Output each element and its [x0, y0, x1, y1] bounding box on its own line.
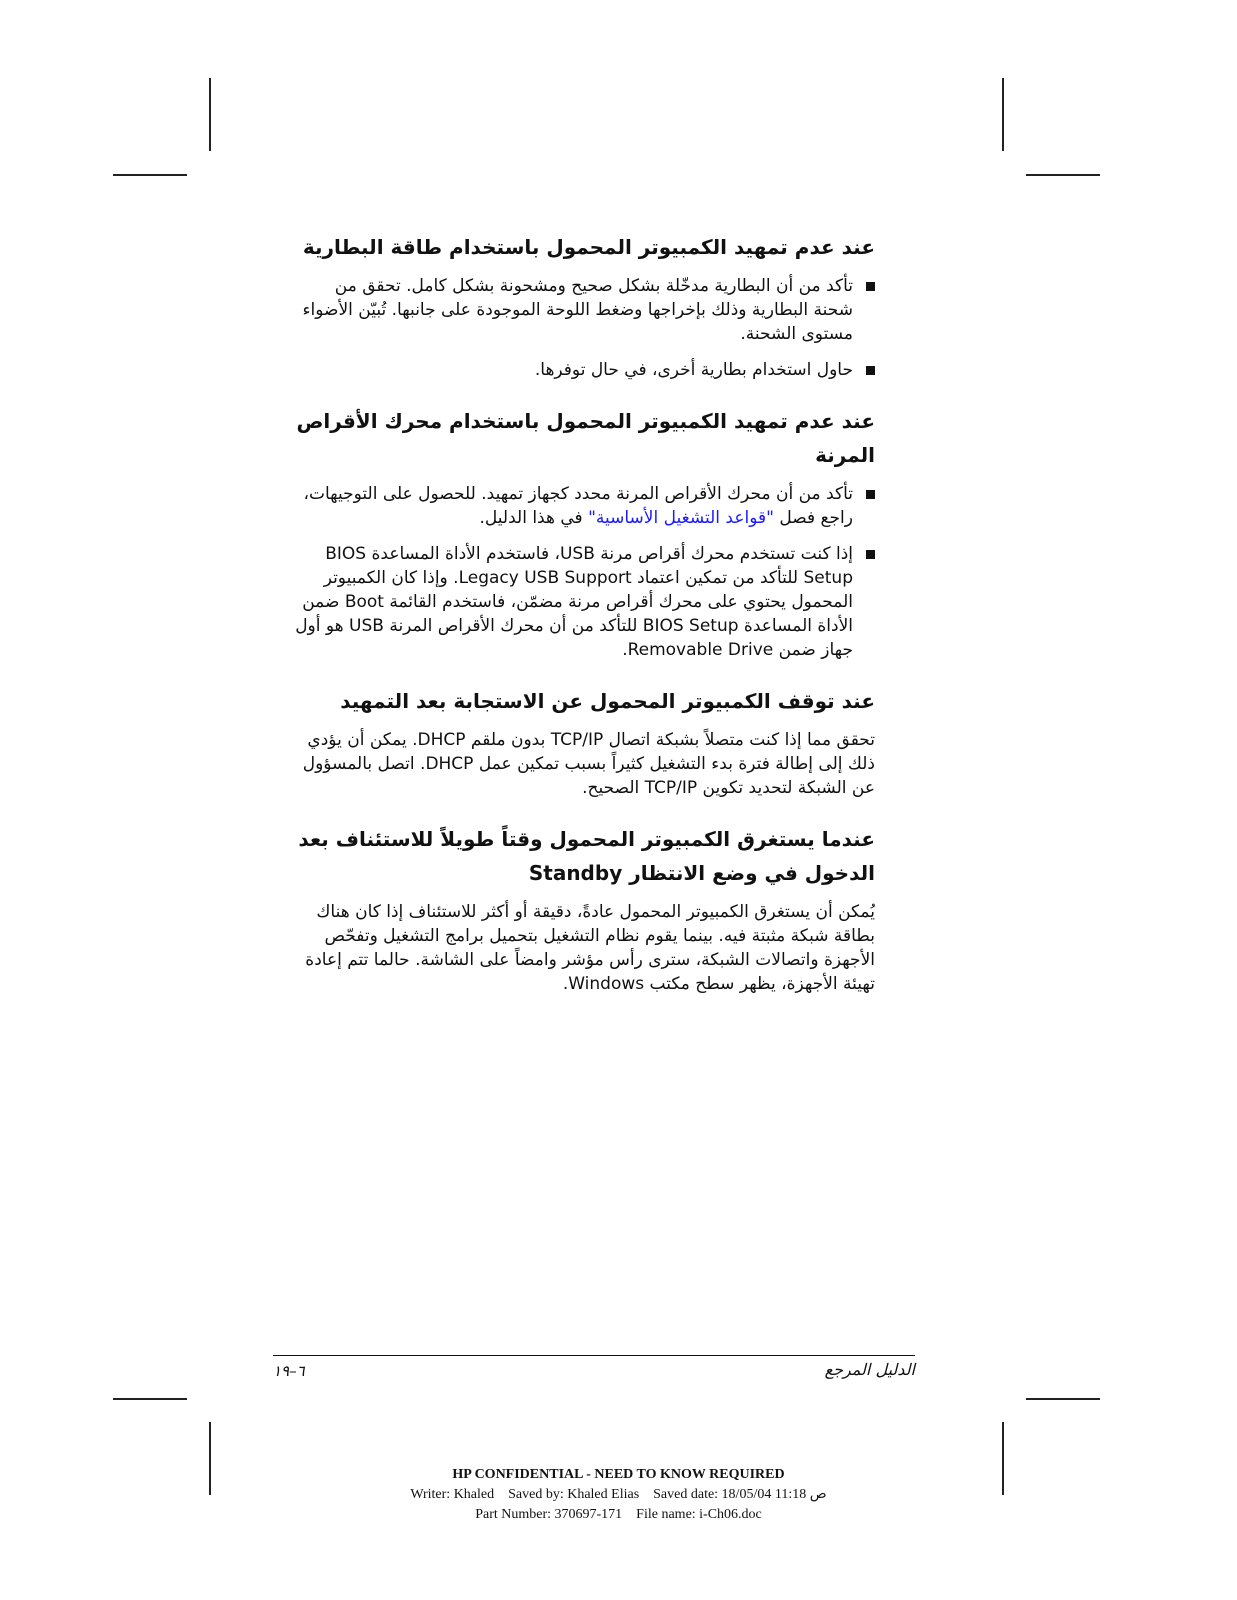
crop-mark — [209, 78, 211, 151]
confidential-block — [0, 1465, 1237, 1525]
list-item — [290, 358, 875, 382]
list-item — [290, 542, 875, 662]
crop-mark — [1002, 78, 1004, 151]
crop-mark — [1026, 174, 1100, 176]
crop-mark — [1026, 1398, 1100, 1400]
bullet-list — [290, 274, 875, 382]
section-heading: عند توقف الكمبيوتر المحمول عن الاستجابة بعد التمهيد — [340, 689, 875, 713]
crop-mark — [113, 1398, 187, 1400]
section-heading: عندما يستغرق الكمبيوتر المحمول وقتاً طويلاً للاستئناف بعد الدخول في وضع الانتظار Standby — [298, 827, 875, 885]
paragraph: يُمكن أن يستغرق الكمبيوتر المحمول عادةً، دقيقة أو أكثر للاستئناف إذا كان هناك بطاقة شبكة مثبتة فيه. بينما يقوم نظام التشغيل بتحميل برامج التشغيل وتفحّص الأجهزة واتصالات الشبكة، سترى رأس مؤشر وامضاً على الشاشة. حالما تتم إعادة تهيئة الأجهزة، يظهر سطح مكتب Windows. — [305, 902, 875, 994]
list-item — [290, 274, 875, 346]
writer-info: Writer: Khaled Saved by: Khaled Elias Saved date: 18/05/04 11:18 ص — [410, 1487, 827, 1502]
list-item-text: تأكد من أن البطارية مدخّلة بشكل صحيح ومشحونة بشكل كامل. تحقق من شحنة البطارية وذلك بإخراجها وضغط اللوحة الموجودة على جانبها. تُبيّن الأضواء مستوى الشحنة. — [302, 276, 853, 344]
bullet-list — [290, 482, 875, 662]
section-floppy-boot — [290, 404, 875, 662]
section-hang-after-boot — [290, 684, 875, 800]
chapter-link[interactable]: "قواعد التشغيل الأساسية" — [588, 508, 774, 528]
document-content — [290, 230, 875, 1018]
bullet-square-icon — [866, 282, 875, 291]
bullet-square-icon — [866, 550, 875, 559]
list-item-text: حاول استخدام بطارية أخرى، في حال توفرها. — [534, 360, 853, 380]
footer-divider — [273, 1355, 915, 1356]
list-item-text: إذا كنت تستخدم محرك أقراص مرنة USB، فاستخدم الأداة المساعدة BIOS Setup للتأكد من تمكين اعتماد Legacy USB Support. وإذا كان الكمبيوتر المحمول يحتوي على محرك أقراص مرنة مضمّن، فاستخدم القائمة Boot ضمن الأداة المساعدة BIOS Setup للتأكد من أن محرك الأقراص المرنة USB هو أول جهاز ضمن Removable Drive. — [295, 544, 853, 660]
bullet-square-icon — [866, 490, 875, 499]
crop-mark — [113, 174, 187, 176]
section-heading: عند عدم تمهيد الكمبيوتر المحمول باستخدام محرك الأقراص المرنة — [296, 409, 875, 467]
list-item-text: في هذا الدليل. — [479, 508, 589, 528]
page-number: ٦–١٩ — [273, 1362, 305, 1380]
section-battery-boot — [290, 230, 875, 382]
list-item-text: تأكد من أن محرك الأقراص المرنة محدد كجهاز تمهيد. للحصول على التوجيهات، راجع فصل — [303, 484, 853, 528]
book-title: الدليل المرجع — [824, 1360, 915, 1379]
section-heading: عند عدم تمهيد الكمبيوتر المحمول باستخدام طاقة البطارية — [302, 235, 875, 259]
list-item — [290, 482, 875, 530]
bullet-square-icon — [866, 366, 875, 375]
paragraph: تحقق مما إذا كنت متصلاً بشبكة اتصال TCP/IP بدون ملقم DHCP. يمكن أن يؤدي ذلك إلى إطالة فترة بدء التشغيل كثيراً بسبب تمكين عمل DHCP. اتصل بالمسؤول عن الشبكة لتحديد تكوين TCP/IP الصحيح. — [302, 730, 875, 798]
confidential-notice: HP CONFIDENTIAL - NEED TO KNOW REQUIRED — [452, 1467, 785, 1482]
section-standby-resume — [290, 822, 875, 996]
part-file-info: Part Number: 370697-171 File name: i-Ch06.doc — [475, 1507, 762, 1522]
